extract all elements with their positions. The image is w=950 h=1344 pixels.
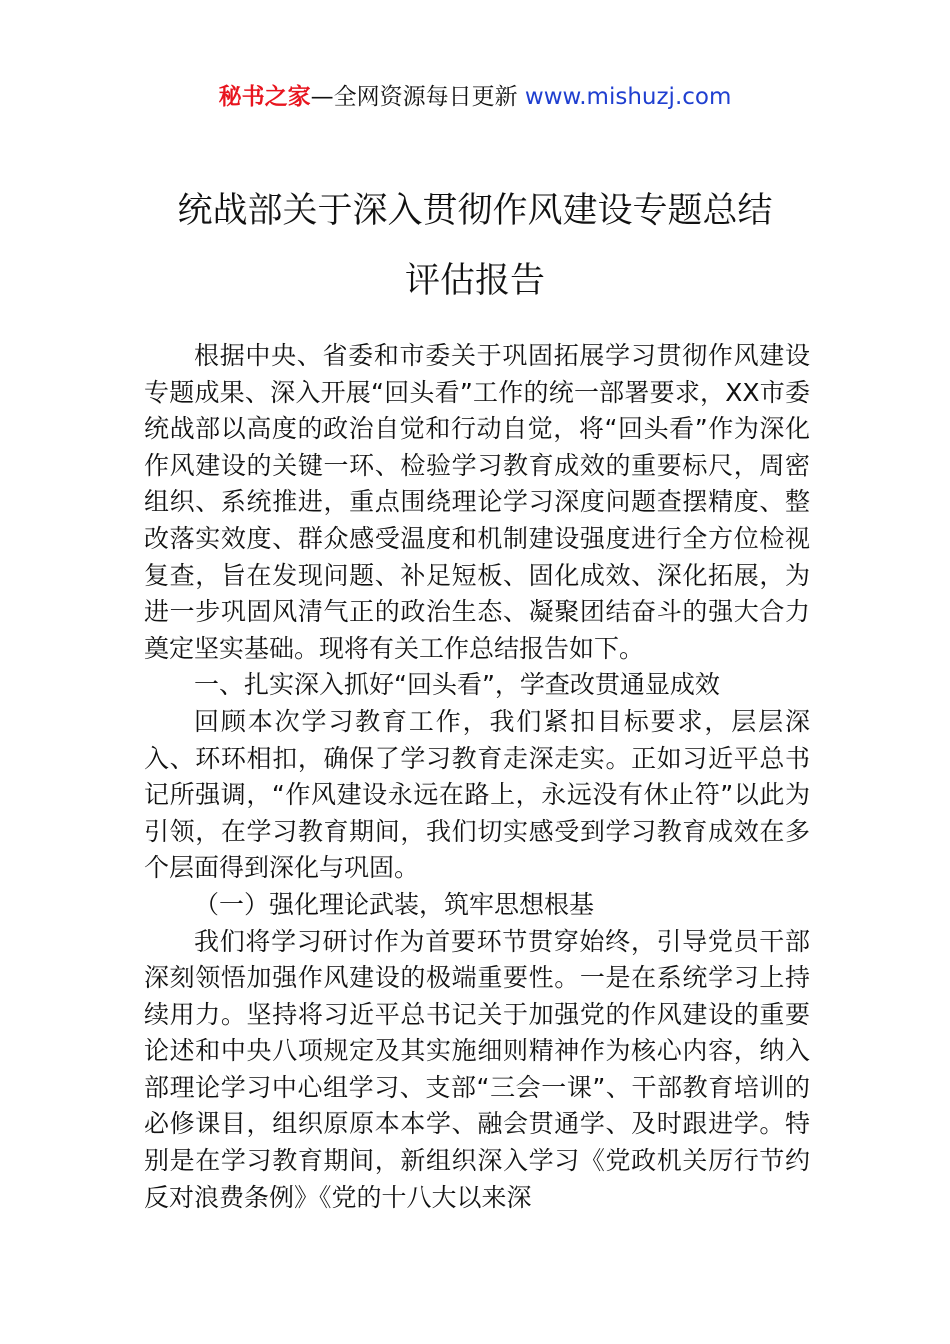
section-heading-1: 一、扎实深入抓好“回头看”，学查改贯通显成效	[194, 670, 720, 700]
title-line-1: 统战部关于深入贯彻作风建设专题总结	[177, 191, 773, 231]
subsection-heading-1: （一）强化理论武装，筑牢思想根基	[194, 889, 595, 919]
site-tagline: —全网资源每日更新	[310, 84, 525, 110]
document-title	[0, 176, 950, 316]
document-body	[144, 338, 810, 1216]
title-line-2: 评估报告	[404, 261, 545, 301]
paragraph-intro: 根据中央、省委和市委关于巩固拓展学习贯彻作风建设专题成果、深入开展“回头看”工作的统一部署要求，XX市委统战部以高度的政治自觉和行动自觉，将“回头看”作为深化作风建设的关键一环、检验学习教育成效的重要标尺，周密组织、系统推进，重点围绕理论学习深度问题查摆精度、整改落实效度、群众感受温度和机制建设强度进行全方位检视复查，旨在发现问题、补足短板、固化成效、深化拓展，为进一步巩固风清气正的政治生态、凝聚团结奋斗的强大合力奠定坚实基础。现将有关工作总结报告如下。	[144, 341, 810, 663]
site-header	[0, 82, 950, 112]
site-brand: 秘书之家	[218, 84, 311, 110]
site-url-link[interactable]: www.mishuzj.com	[524, 84, 732, 110]
paragraph-review: 回顾本次学习教育工作，我们紧扣目标要求，层层深入、环环相扣，确保了学习教育走深走实。正如习近平总书记所强调，“作风建设永远在路上，永远没有休止符”以此为引领，在学习教育期间，我们切实感受到学习教育成效在多个层面得到深化与巩固。	[144, 706, 810, 883]
paragraph-study: 我们将学习研讨作为首要环节贯穿始终，引导党员干部深刻领悟加强作风建设的极端重要性。一是在系统学习上持续用力。坚持将习近平总书记关于加强党的作风建设的重要论述和中央八项规定及其实施细则精神作为核心内容，纳入部理论学习中心组学习、支部“三会一课”、干部教育培训的必修课目，组织原原本本学、融会贯通学、及时跟进学。特别是在学习教育期间，新组织深入学习《党政机关厉行节约反对浪费条例》《党的十八大以来深	[144, 926, 810, 1212]
